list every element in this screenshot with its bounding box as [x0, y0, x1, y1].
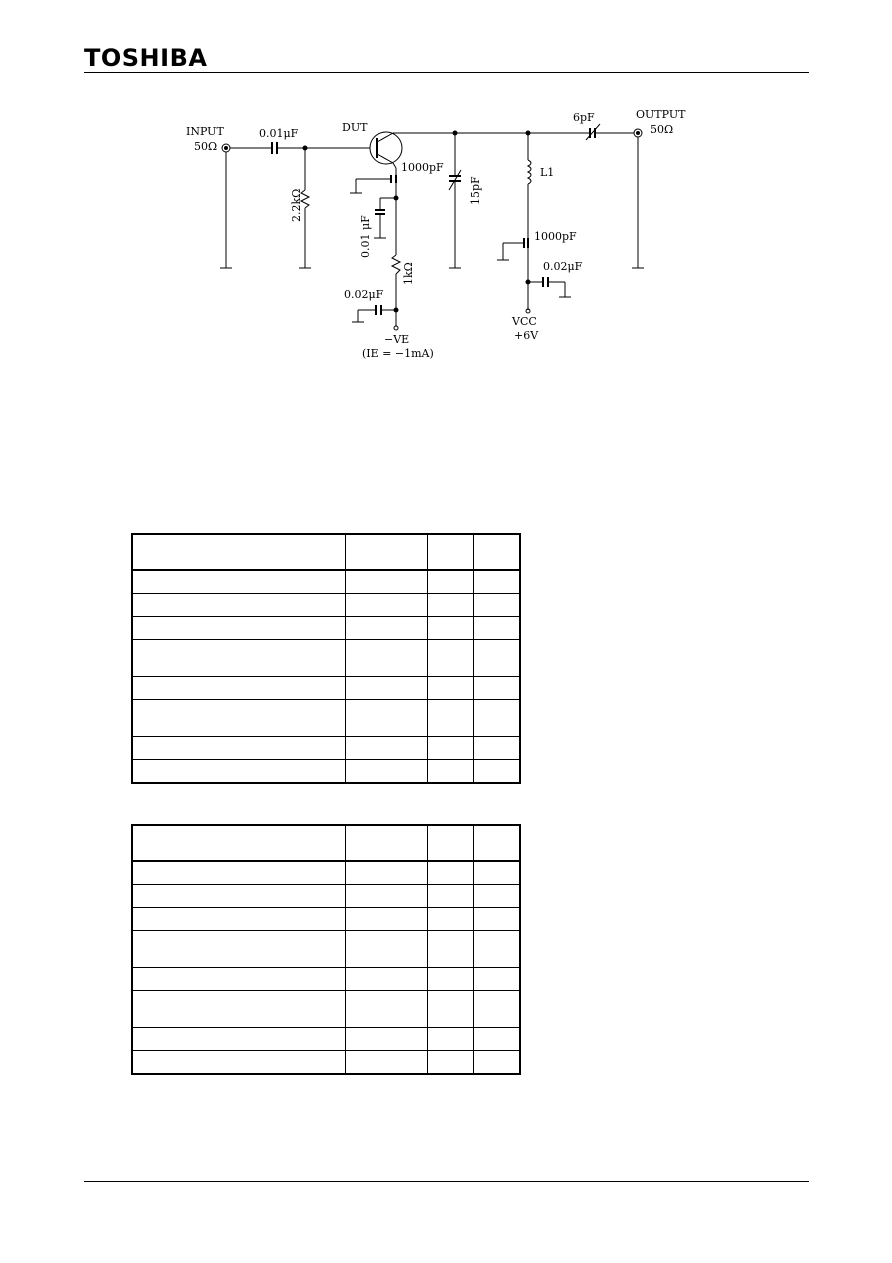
output-label: OUTPUT	[636, 108, 686, 121]
r-emitter-label: 1kΩ	[402, 262, 415, 285]
toshiba-logo: TOSHIBA	[84, 44, 208, 72]
specification-table-1	[131, 533, 521, 784]
output-impedance: 50Ω	[650, 123, 674, 136]
c-input-label: 0.01μF	[259, 127, 299, 140]
r-bias-label: 2.2kΩ	[290, 188, 303, 222]
vcc-label: VCC	[512, 315, 537, 328]
footer-rule	[84, 1181, 809, 1182]
ie-label: (IE = −1mA)	[362, 347, 434, 360]
test-circuit-diagram	[0, 0, 892, 380]
c-ve-label: 0.02μF	[344, 288, 384, 301]
c-output-label: 6pF	[573, 111, 595, 124]
vcc-value: +6V	[514, 329, 539, 342]
c-vcc-bypass-label: 1000pF	[534, 230, 577, 243]
dut-label: DUT	[342, 121, 368, 134]
input-impedance: 50Ω	[194, 140, 218, 153]
c-vcc-label: 0.02μF	[543, 260, 583, 273]
c-tune-label: 15pF	[469, 176, 482, 205]
c-emitter-label: 0.01 μF	[359, 215, 372, 258]
input-label: INPUT	[186, 125, 224, 138]
c-emitter-bypass-label: 1000pF	[401, 161, 444, 174]
inductor-label: L1	[540, 166, 555, 179]
specification-table-2	[131, 824, 521, 1075]
ve-label: −VE	[384, 333, 410, 346]
